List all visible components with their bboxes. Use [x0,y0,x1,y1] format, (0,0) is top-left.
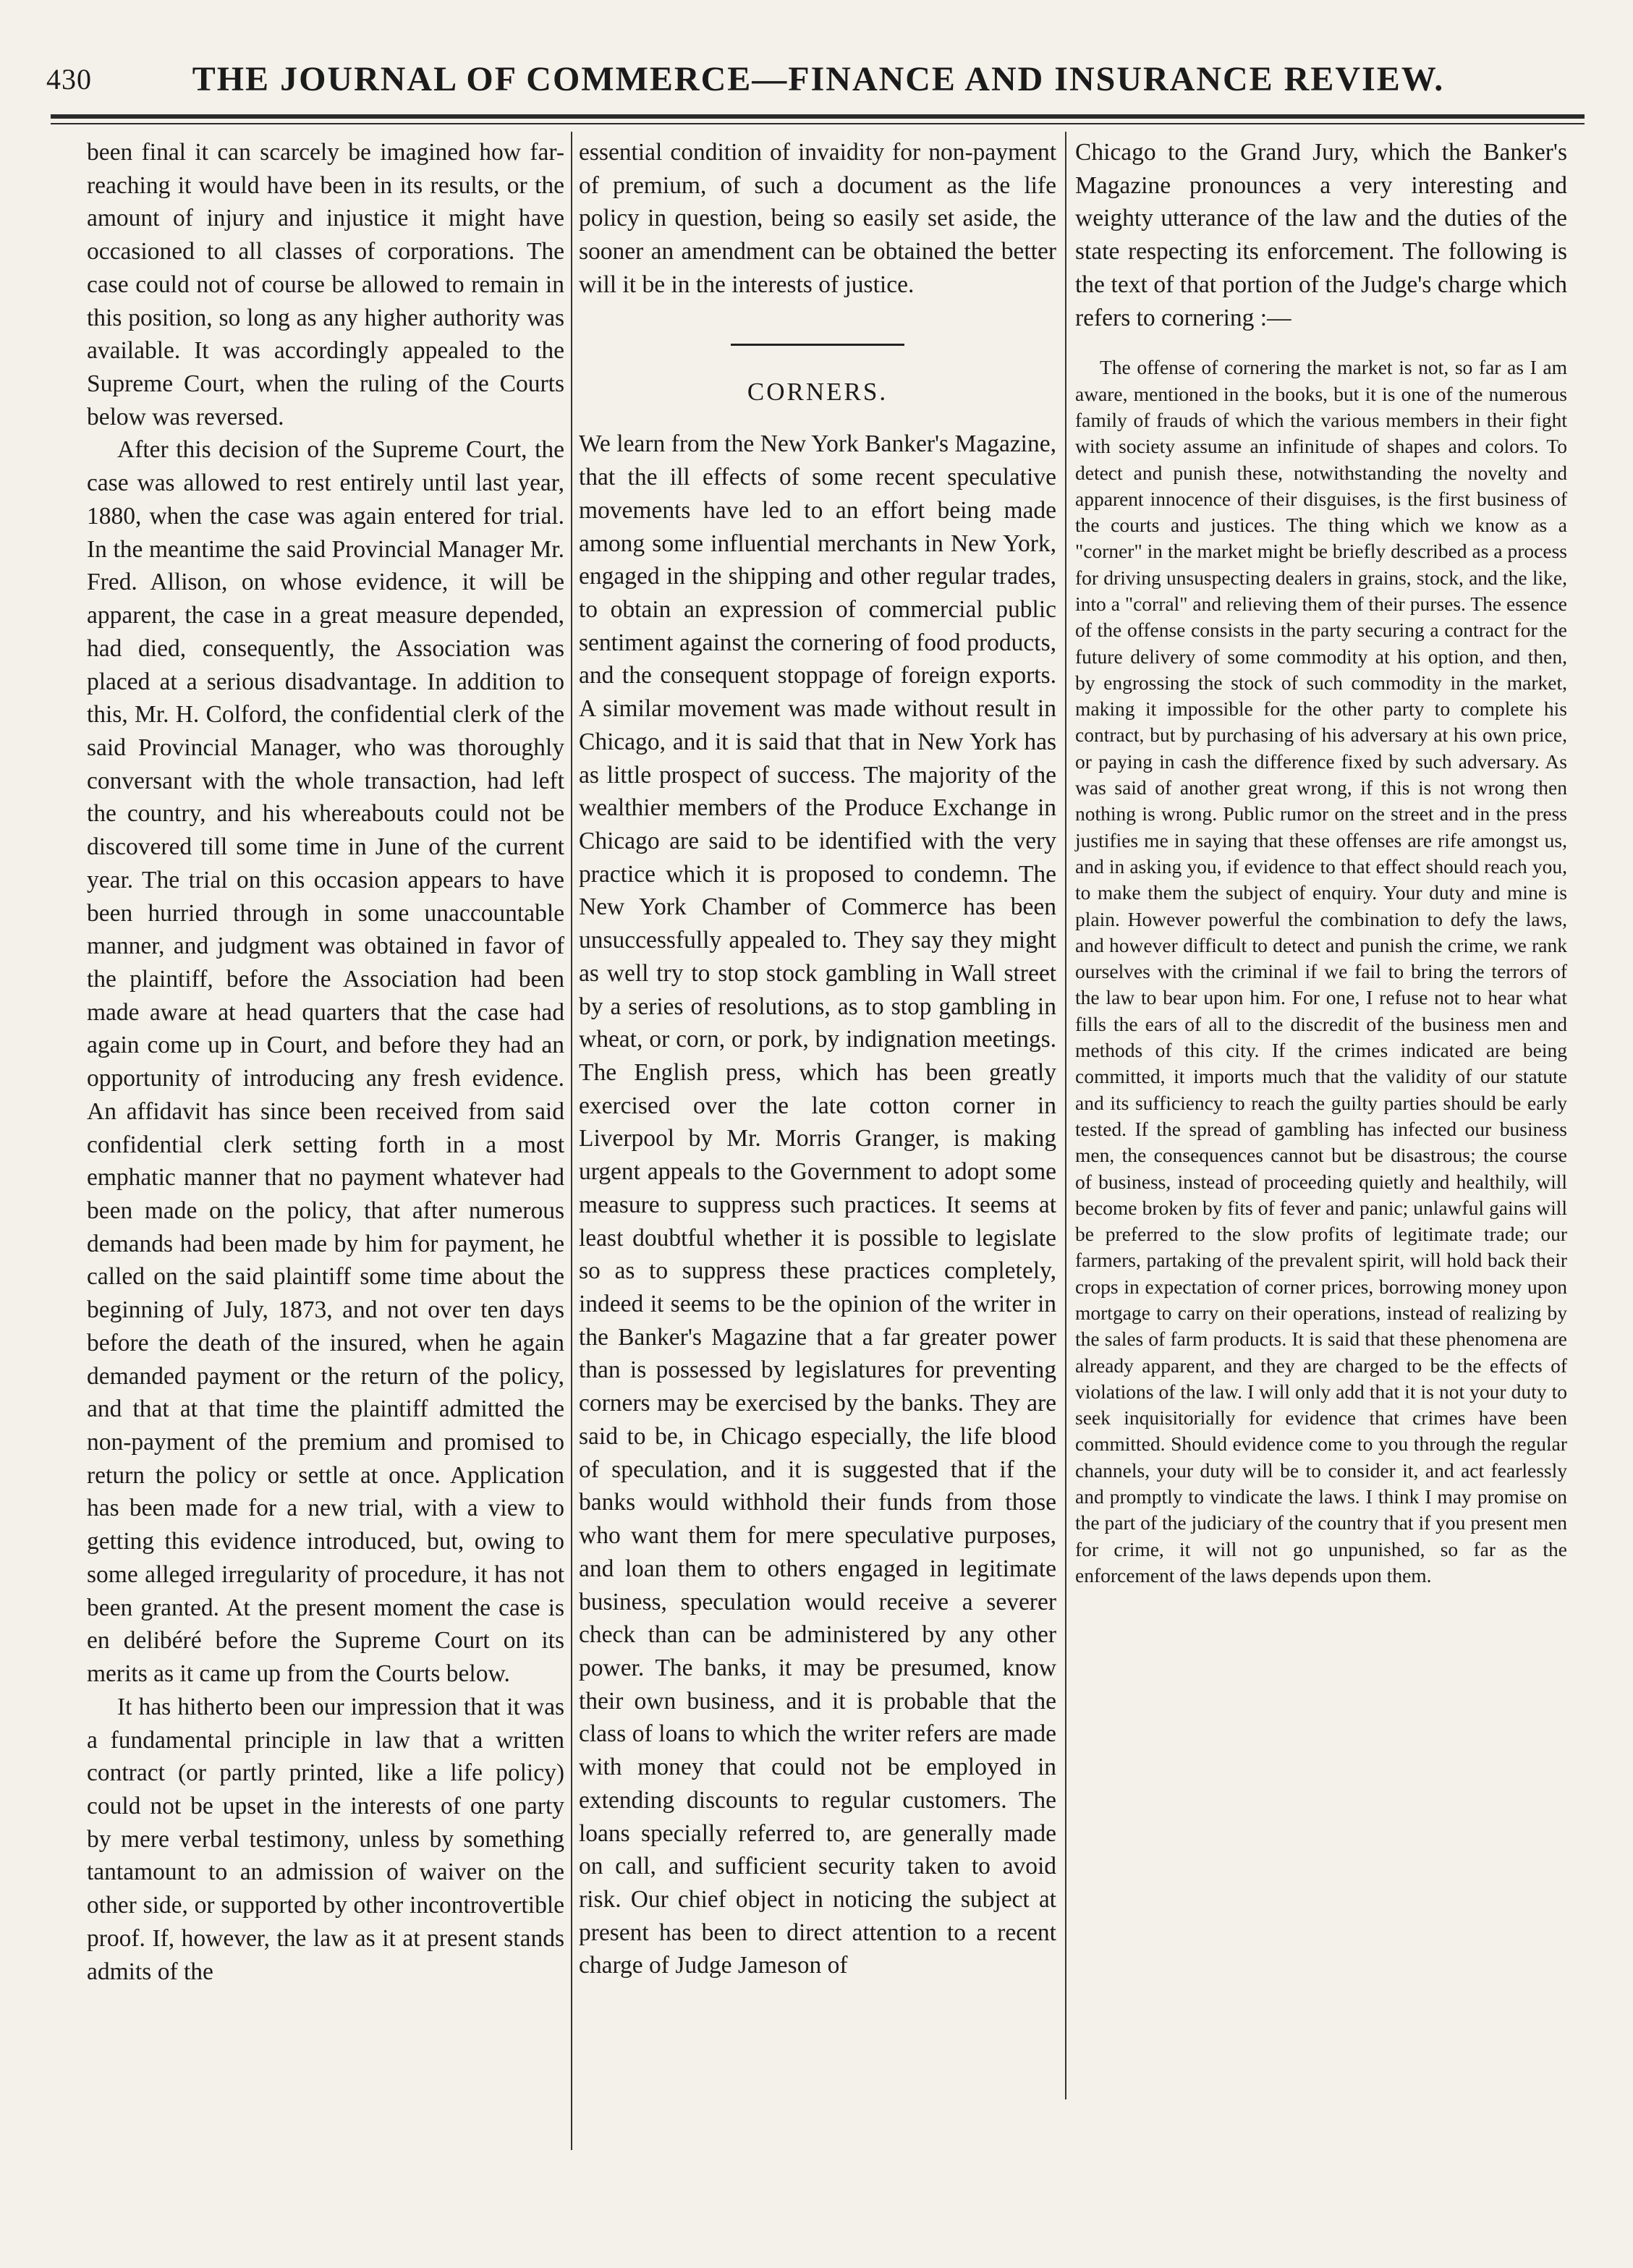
column-3 [1075,136,1567,2102]
column-divider-2 [1065,132,1066,2099]
judge-charge-quote [1075,354,1567,1589]
column-1 [87,136,564,2102]
header-rule-thin [51,123,1585,124]
page-header [41,59,1596,110]
col1-paragraph-1: been final it can scarcely be imagined how far-reaching it would have been in its results, or the amount of injury and injustice it might have occasioned to all classes of corporations. The case could not of course be allowed to remain in this position, so long as any higher authority was available. It was accordingly appealed to the Supreme Court, when the ruling of the Courts below was reversed. [87,139,564,430]
col2-paragraph-1: essential condition of invaidity for non-payment of premium, of such a document as the life policy in question, being so easily set aside, the sooner an amendment can be obtained the better will it be in the interests of justice. [579,139,1056,298]
journal-title: THE JOURNAL OF COMMERCE—FINANCE AND INSURANCE REVIEW. [192,60,1445,98]
page-number: 430 [46,63,92,95]
col2-paragraph-2: We learn from the New York Banker's Magazine, that the ill effects of some recent speculative movements have led to an effort being made among some influential merchants in New York, engaged in the shipping and other regular trades, to obtain an expression of commercial public sentiment against the cornering of food products, and the consequent stoppage of foreign exports. A similar movement was made without result in Chicago, and it is said that that in New York has as little prospect of success. The majority of the wealthier members of the Produce Exchange in Chicago are said to be identified with the very practice which it is proposed to condemn. The New York Chamber of Commerce has been unsuccessfully appealed to. They say they might as well try to stop stock gambling in Wall street by a series of resolutions, as to stop gambling in wheat, or corn, or pork, by indignation meetings. The English press, which has been greatly exercised over the late cotton corner in Liverpool by Mr. Morris Granger, is making urgent appeals to the Government to adopt some measure to suppress such practices. It seems at least doubtful whether it is possible to legislate so as to suppress these practices completely, indeed it seems to be the opinion of the writer in the Banker's Magazine that a far greater power than is possessed by legislatures for preventing corners may be exercised by the banks. They are said to be, in Chicago especially, the life blood of speculation, and it is suggested that if the banks would withhold their funds from those who want them for mere speculative purposes, and loan them to others engaged in legitimate business, speculation would receive a severer check than can be administered by any other power. The banks, it may be presumed, know their own business, and it is probable that the class of loans to which the writer refers are made with money that could not be employed in extending discounts to regular customers. The loans specially referred to, are generally made on call, and sufficient security taken to avoid risk. Our chief object in noticing the subject at present has been to direct attention to a recent charge of Judge Jameson of [579,430,1056,1979]
col3-paragraph-1: Chicago to the Grand Jury, which the Banker's Magazine pronounces a very interesting and weighty utterance of the law and the duties of the state respecting its enforcement. The following is the text of that portion of the Judge's charge which refers to cornering :— [1075,139,1567,331]
col1-paragraph-3: It has hitherto been our impression that it was a fundamental principle in law that a written contract (or partly printed, like a life policy) could not be upset in the interests of one party by mere verbal testimony, unless by something tantamount to an admission of waiver on the other side, or supported by other incontrovertible proof. If, however, the law as it at present stands admits of the [87,1693,564,1985]
col1-paragraph-2: After this decision of the Supreme Court, the case was allowed to rest entirely until last year, 1880, when the case was again entered for trial. In the meantime the said Provincial Manager Mr. Fred. Allison, on whose evidence, it will be apparent, the case in a great measure depended, had died, consequently, the Association was placed at a serious disadvantage. In addition to this, Mr. H. Colford, the confidential clerk of the said Provincial Manager, who was thoroughly conversant with the whole transaction, had left the country, and his whereabouts could not be discovered till some time in June of the current year. The trial on this occasion appears to have been hurried through in some unaccountable manner, and judgment was obtained in favor of the plaintiff, before the Association had been made aware at head quarters that the case had again come up in Court, and before they had an opportunity of introducing any fresh evidence. An affidavit has since been received from said confidential clerk setting forth in a most emphatic manner that no payment whatever had been made on the policy, that after numerous demands had been made by him for payment, he called on the said plaintiff some time about the beginning of July, 1873, and not over ten days before the death of the insured, when he again demanded payment or the return of the policy, and that at that time the plaintiff admitted the non-payment of the premium and promised to return the policy or settle at once. Application has been made for a new trial, with a view to getting this evidence introduced, but, owing to some alleged irregularity of procedure, it has not been granted. At the present moment the case is en delibéré before the Supreme Court on its merits as it came up from the Courts below. [87,436,564,1688]
column-divider-1 [571,132,572,2150]
column-2 [579,136,1056,2102]
section-title-corners: CORNERS. [747,377,888,406]
section-separator [731,344,904,346]
header-rule-thick [51,114,1585,119]
quote-text: The offense of cornering the market is not, so far as I am aware, mentioned in the books, but it is one of the numerous family of frauds of which the various members in their fight with society assume an infinitude of shapes and colors. To detect and punish these, notwithstanding the novelty and apparent innocence of their disguises, is the first business of the courts and justices. The thing which we know as a "corner" in the market might be briefly described as a process for driving unsuspecting dealers in grains, stock, and the like, into a "corral" and relieving them of their purses. The essence of the offense consists in the party securing a contract for the future delivery of some commodity at his option, and then, by engrossing the stock of such commodity in the market, making it impossible for the other party to complete his contract, but by purchasing of his adversary at his own price, or paying in cash the difference fixed by such adversary. As was said of another great wrong, if this is not wrong then nothing is wrong. Public rumor on the street and in the press justifies me in saying that these offenses are rife amongst us, and in asking you, if evidence to that effect should reach you, to make them the subject of enquiry. Your duty and mine is plain. However powerful the combination to defy the laws, and however difficult to detect and punish the crime, we rank ourselves with the criminal if we fail to bring the terrors of the law to bear upon him. For one, I refuse not to hear what fills the ears of all to the discredit of the business men and methods of this city. If the crimes indicated are being committed, it imports much that the validity of our statute and its sufficiency to reach the guilty parties should be early tested. If the spread of gambling has infected our business men, the consequences cannot but be disastrous; the course of business, instead of proceeding quietly and healthily, will become broken by fits of fever and panic; unlawful gains will be preferred to the slow profits of legitimate trade; our farmers, partaking of the prevalent spirit, will hold back their crops in expectation of corner prices, borrowing money upon mortgage to carry on their operations, instead of realizing by the sales of farm products. It is said that these phenomena are already apparent, and they are charged to be the effects of violations of the law. I will only add that it is not your duty to seek inquisitorially for evidence that crimes have been committed. Should evidence come to you through the regular channels, your duty will be to consider it, and act fearlessly and promptly to vindicate the laws. I think I may promise on the part of the judiciary of the country that if you present men for crime, it will not go unpunished, so far as the enforcement of the laws depends upon them. [1075,356,1567,1587]
